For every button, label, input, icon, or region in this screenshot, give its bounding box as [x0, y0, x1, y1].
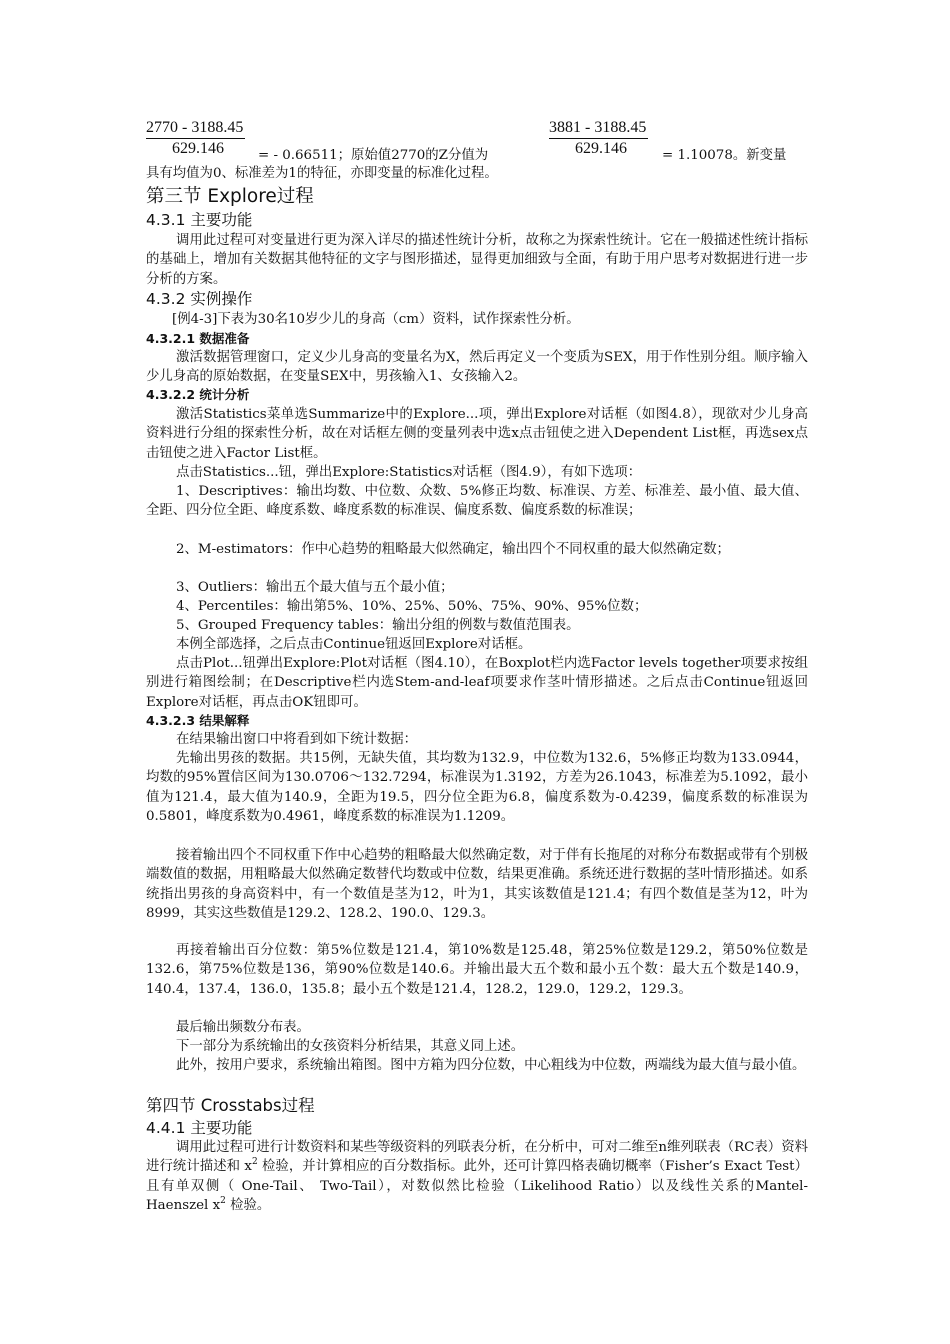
fraction-denominator: 629.146	[172, 140, 224, 157]
z-score-fraction-1	[146, 118, 245, 158]
paragraph: 下一部分为系统输出的女孩资料分析结果，其意义同上述。	[176, 1039, 525, 1054]
paragraph: 4、Percentiles：输出第5%、10%、25%、50%、75%、90%、95%位数；	[176, 599, 648, 614]
subsection-title: 4.3.1 主要功能	[146, 211, 253, 229]
fraction-denominator: 629.146	[575, 140, 627, 157]
paragraph: 1、Descriptives：输出均数、中位数、众数、5%修正均数、标准误、方差、标准差、最小值、最大值、全距、四分位全距、峰度系数、峰度系数的标准误、偏度系数、偏度系数的标准误；	[146, 484, 808, 519]
paragraph: 最后输出频数分布表。	[176, 1020, 310, 1035]
formula-result-text: = 1.10078。新变量	[662, 148, 787, 163]
fraction-numerator: 2770 - 3188.45	[146, 118, 245, 139]
subsubsection-title: 4.3.2.3 结果解释	[146, 713, 250, 728]
paragraph: 本例全部选择，之后点击Continue钮返回Explore对话框。	[176, 637, 532, 652]
subsubsection-title: 4.3.2.1 数据准备	[146, 331, 250, 346]
paragraph: 3、Outliers：输出五个最大值与五个最小值；	[176, 580, 454, 595]
subsubsection-title: 4.3.2.2 统计分析	[146, 387, 250, 402]
paragraph: 此外，按用户要求，系统输出箱图。图中方箱为四分位数，中心粗线为中位数，两端线为最大值与最小值。	[176, 1058, 806, 1073]
formula-text: = - 0.66511；原始值2770的Z分值为	[258, 148, 489, 163]
text-run: 检验。	[225, 1197, 271, 1213]
paragraph	[146, 1138, 808, 1215]
paragraph: 激活数据管理窗口，定义少儿身高的变量名为X，然后再定义一个变质为SEX，用于作性别分组。顺序输入少儿身高的原始数据，在变量SEX中，男孩输入1、女孩输入2。	[146, 350, 808, 385]
paragraph: 点击Plot...钮弹出Explore:Plot对话框（图4.10），在Boxplot栏内选Factor levels together项要求按组别进行箱图绘制；在Descriptive栏内选Stem-and-leaf项要求作茎叶情形描述。之后点击Continue钮返回Explore对话框，再点击OK钮即可。	[146, 656, 808, 710]
paragraph: 先输出男孩的数据。共15例，无缺失值，其均数为132.9，中位数为132.6，5%修正均数为133.0944，均数的95%置信区间为130.0706～132.7294，标准误为1.3192，方差为26.1043，标准差为5.1092，最小值为121.4，最大值为140.9，全距为19.5，四分位全距为6.8，偏度系数为-0.4239，偏度系数的标准误为0.5801，峰度系数为0.4961，峰度系数的标准误为1.1209。	[146, 751, 808, 824]
paragraph: [例4-3]下表为30名10岁少儿的身高（cm）资料，试作探索性分析。	[172, 312, 580, 327]
section-title: 第三节 Explore过程	[146, 186, 314, 207]
paragraph: 5、Grouped Frequency tables：输出分组的例数与数值范围表。	[176, 618, 580, 633]
formula-continuation: 具有均值为0、标准差为1的特征，亦即变量的标准化过程。	[146, 166, 498, 181]
text-run: 调用此过程可进行计数资料和某些等级资料的列联表分析，在分析中，可对二维至n维列联表（RC表）资料进行统计描述和 x	[146, 1140, 808, 1175]
subsection-title: 4.3.2 实例操作	[146, 290, 253, 308]
paragraph: 调用此过程可对变量进行更为深入详尽的描述性统计分析，故称之为探索性统计。它在一般描述性统计指标的基础上，增加有关数据其他特征的文字与图形描述，显得更加细致与全面，有助于用户思考对数据进行进一步分析的方案。	[146, 233, 808, 287]
fraction-numerator: 3881 - 3188.45	[549, 118, 648, 139]
superscript: 2	[220, 1195, 226, 1206]
subsection-title: 4.4.1 主要功能	[146, 1119, 253, 1137]
text-run: 检验，并计算相应的百分数指标。此外，还可计算四格表确切概率（Fisher’s Exact Test）且有单双侧（ One-Tail、 Two-Tail），对数似然比检验（Likelihood Ratio）以及线性关系的Mantel-Haenszel x	[146, 1159, 808, 1213]
paragraph: 再接着输出百分位数：第5%位数是121.4，第10%数是125.48，第25%位数是129.2，第50%位数是132.6，第75%位数是136，第90%位数是140.6。并输出最大五个数和最小五个数：最大五个数是140.9，140.4，137.4，136.0，135.8；最小五个数是121.4，128.2，129.0，129.2，129.3。	[146, 943, 808, 997]
paragraph: 激活Statistics菜单选Summarize中的Explore...项，弹出Explore对话框（如图4.8），现欲对少儿身高资料进行分组的探索性分析，故在对话框左侧的变量列表中选x点击钮使之进入Dependent List框，再选sex点击钮使之进入Factor List框。	[146, 407, 808, 461]
superscript: 2	[251, 1157, 258, 1168]
paragraph: 接着输出四个不同权重下作中心趋势的粗略最大似然确定数，对于伴有长拖尾的对称分布数据或带有个别极端数值的数据，用粗略最大似然确定数替代均数或中位数，结果更准确。系统还进行数据的茎叶情形描述。如系统指出男孩的身高资料中，有一个数值是茎为12，叶为1，其实该数值是121.4；有四个数值是茎为12，叶为8999，其实这些数值是129.2、128.2、190.0、129.3。	[146, 848, 808, 921]
section-title: 第四节 Crosstabs过程	[146, 1096, 315, 1115]
paragraph: 2、M-estimators：作中心趋势的粗略最大似然确定，输出四个不同权重的最大似然确定数；	[176, 542, 730, 557]
paragraph: 在结果输出窗口中将看到如下统计数据：	[176, 732, 418, 747]
paragraph: 点击Statistics...钮，弹出Explore:Statistics对话框（图4.9），有如下选项：	[176, 465, 642, 480]
z-score-fraction-2	[549, 118, 648, 158]
